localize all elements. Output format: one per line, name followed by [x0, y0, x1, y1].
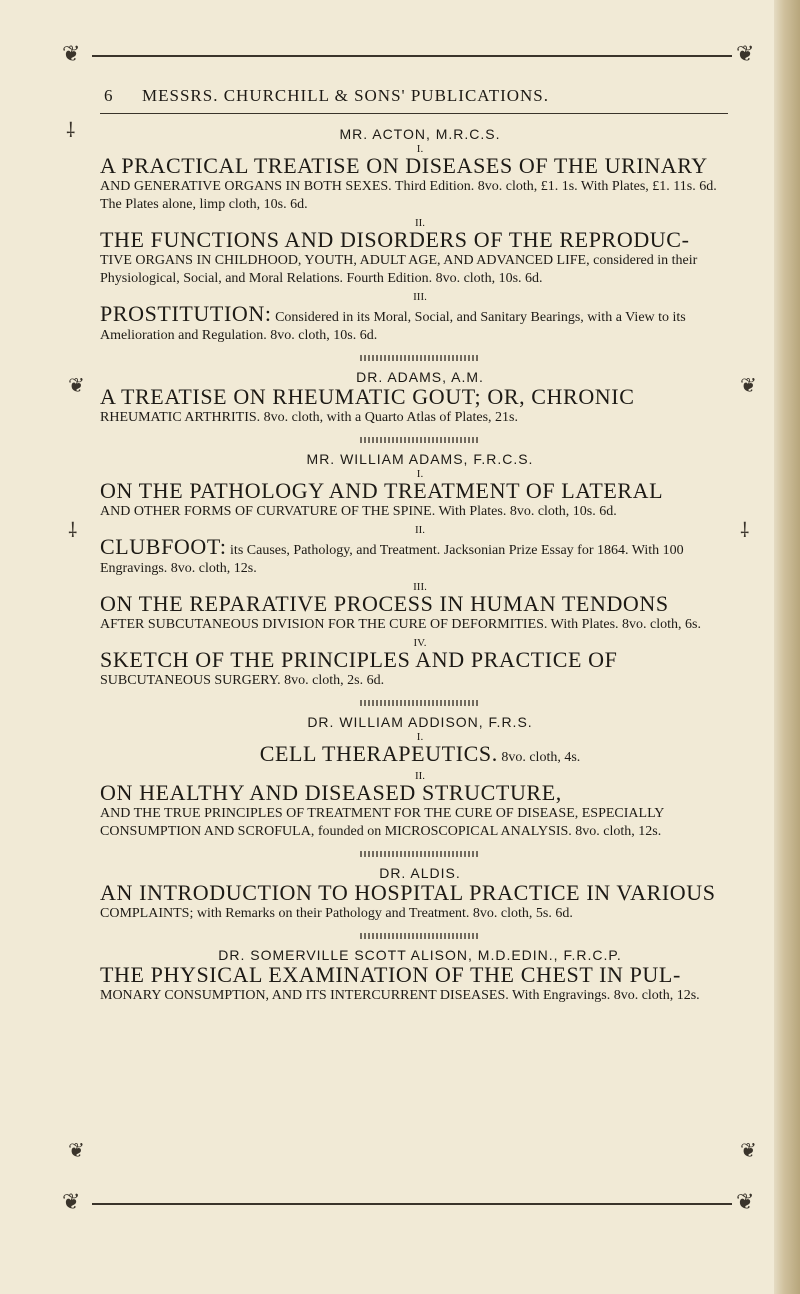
entry-number: III.: [413, 291, 427, 303]
book-description: AND THE TRUE PRINCIPLES OF TREATMENT FOR THE CURE OF DISEASE, ESPECIALLY CONSUMPTION AND SCROFULA, founded on MICROSCOPICAL ANALYSIS. 8vo. cloth, 12s.: [100, 806, 664, 839]
book-entry: [100, 582, 740, 634]
book-entry: [100, 144, 740, 214]
book-title: SKETCH OF THE PRINCIPLES AND PRACTICE OF: [100, 647, 618, 672]
book-title: A TREATISE ON RHEUMATIC GOUT; OR, CHRONIC: [100, 384, 635, 409]
corner-ornament-bottom-left-icon: ❦: [62, 1190, 81, 1215]
side-ornament-icon: ❦: [740, 1138, 757, 1162]
publication-list: [100, 118, 740, 1009]
book-entry: [100, 469, 740, 521]
section-divider: [360, 700, 480, 706]
entry-number: I.: [416, 143, 424, 155]
section-divider: [360, 933, 480, 939]
book-entry: [100, 218, 740, 288]
book-title: ON THE PATHOLOGY AND TREATMENT OF LATERAL: [100, 478, 664, 503]
entry-number: III.: [413, 581, 427, 593]
author-heading: MR. ACTON, M.R.C.S.: [339, 126, 501, 142]
corner-ornament-top-right-icon: ❦: [736, 42, 755, 67]
page-number: 6: [104, 86, 114, 105]
entry-number: I.: [416, 731, 424, 743]
book-title: ON THE REPARATIVE PROCESS IN HUMAN TENDONS: [100, 591, 669, 616]
book-description: AFTER SUBCUTANEOUS DIVISION FOR THE CURE OF DEFORMITIES. With Plates. 8vo. cloth, 6s.: [100, 617, 701, 632]
book-description: AND GENERATIVE ORGANS IN BOTH SEXES. Third Edition. 8vo. cloth, £1. 1s. With Plates, £1. 11s. 6d. The Plates alone, limp cloth, 10s. 6d.: [100, 179, 717, 212]
book-entry: [100, 963, 740, 1005]
author-heading: DR. WILLIAM ADDISON, F.R.S.: [307, 714, 533, 730]
entry-number: II.: [414, 524, 426, 536]
book-entry: [100, 638, 740, 690]
top-rule: [92, 55, 732, 57]
section-divider: [360, 355, 480, 361]
book-description: MONARY CONSUMPTION, AND ITS INTERCURRENT DISEASES. With Engravings. 8vo. cloth, 12s.: [100, 988, 700, 1003]
side-ornament-icon: ❦: [68, 1138, 85, 1162]
side-ornament-icon: ⸸: [66, 118, 76, 142]
author-heading: DR. ADAMS, A.M.: [356, 369, 484, 385]
page-edge: [774, 0, 800, 1294]
book-title: A PRACTICAL TREATISE ON DISEASES OF THE URINARY: [100, 153, 708, 178]
author-section: [100, 714, 740, 841]
side-ornament-icon: ⸸: [740, 518, 750, 542]
author-heading: DR. ALDIS.: [379, 865, 461, 881]
running-title: MESSRS. CHURCHILL & SONS' PUBLICATIONS.: [142, 86, 549, 105]
book-entry: [100, 881, 740, 923]
author-heading: DR. SOMERVILLE SCOTT ALISON, M.D.EDIN., F.R.C.P.: [218, 947, 622, 963]
corner-ornament-bottom-right-icon: ❦: [736, 1190, 755, 1215]
book-entry: [100, 525, 740, 578]
author-section: [100, 451, 740, 690]
bottom-rule: [92, 1203, 732, 1205]
book-description: TIVE ORGANS IN CHILDHOOD, YOUTH, ADULT AGE, AND ADVANCED LIFE, considered in their Physiological, Social, and Moral Relations. Fourth Edition. 8vo. cloth, 10s. 6d.: [100, 253, 698, 286]
section-divider: [360, 851, 480, 857]
book-description: COMPLAINTS; with Remarks on their Pathology and Treatment. 8vo. cloth, 5s. 6d.: [100, 906, 573, 921]
book-description: SUBCUTANEOUS SURGERY. 8vo. cloth, 2s. 6d.: [100, 673, 385, 688]
author-section: [100, 865, 740, 923]
side-ornament-icon: ❦: [68, 373, 85, 397]
book-title: PROSTITUTION:: [100, 301, 272, 326]
book-description: AND OTHER FORMS OF CURVATURE OF THE SPINE. With Plates. 8vo. cloth, 10s. 6d.: [100, 504, 617, 519]
book-title: CELL THERAPEUTICS.: [259, 741, 498, 766]
book-entry: [100, 385, 740, 427]
entry-number: IV.: [413, 637, 427, 649]
book-title: ON HEALTHY AND DISEASED STRUCTURE,: [100, 780, 562, 805]
book-description: its Causes, Pathology, and Treatment. Jacksonian Prize Essay for 1864. With 100 Engravings. 8vo. cloth, 12s.: [100, 543, 684, 576]
book-title: THE PHYSICAL EXAMINATION OF THE CHEST IN PUL-: [100, 962, 681, 987]
corner-ornament-top-left-icon: ❦: [62, 42, 81, 67]
side-ornament-icon: ❦: [740, 373, 757, 397]
section-divider: [360, 437, 480, 443]
book-description: 8vo. cloth, 4s.: [501, 750, 581, 765]
author-section: [100, 369, 740, 427]
entry-number: II.: [414, 770, 426, 782]
book-entry: [100, 771, 740, 841]
book-entry: [100, 292, 740, 345]
author-heading: MR. WILLIAM ADAMS, F.R.C.S.: [306, 451, 534, 467]
book-description: RHEUMATIC ARTHRITIS. 8vo. cloth, with a Quarto Atlas of Plates, 21s.: [100, 410, 518, 425]
book-entry: [100, 732, 740, 767]
book-title: AN INTRODUCTION TO HOSPITAL PRACTICE IN VARIOUS: [100, 880, 716, 905]
author-section: [100, 947, 740, 1005]
book-title: CLUBFOOT:: [100, 534, 227, 559]
side-ornament-icon: ⸸: [68, 518, 78, 542]
book-description: Considered in its Moral, Social, and Sanitary Bearings, with a View to its Amelioration and Regulation. 8vo. cloth, 10s. 6d.: [100, 310, 686, 343]
author-section: [100, 126, 740, 345]
book-title: THE FUNCTIONS AND DISORDERS OF THE REPRODUC-: [100, 227, 690, 252]
header-rule: [100, 113, 728, 114]
entry-number: II.: [414, 217, 426, 229]
entry-number: I.: [416, 468, 424, 480]
